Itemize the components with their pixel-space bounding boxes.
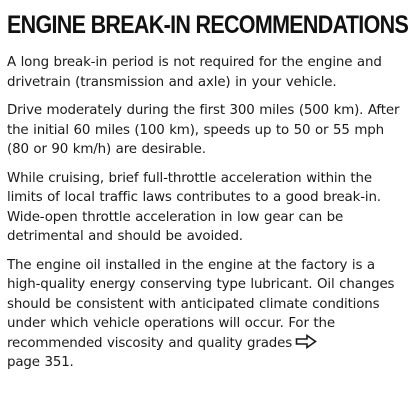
page-reference-link[interactable]: page 351. — [7, 355, 74, 370]
paragraph-engine-oil — [7, 256, 402, 373]
section-heading: ENGINE BREAK-IN RECOMMENDATIONS — [7, 11, 408, 39]
paragraph-cruising: While cruising, brief full-throttle acceleration within the limits of local traffic laws contributes to a good break-in. Wide-open throttle acceleration in low gear can be detrimental and should be avoided. — [7, 170, 381, 244]
engine-oil-text: The engine oil installed in the engine at the factory is a high-quality energy conserving type lubricant. Oil changes should be consistent with anticipated climate conditions under which vehicle operations will occur. For the recommended viscosity and quality grades — [7, 257, 395, 351]
right-arrow-icon — [295, 334, 317, 349]
paragraph-drive-moderately: Drive moderately during the first 300 miles (500 km). After the initial 60 miles (100 km), speeds up to 50 or 55 mph (80 or 90 km/h) are desirable. — [7, 103, 400, 157]
paragraph-break-in-period: A long break-in period is not required for the engine and drivetrain (transmission and axle) in your vehicle. — [7, 55, 382, 90]
